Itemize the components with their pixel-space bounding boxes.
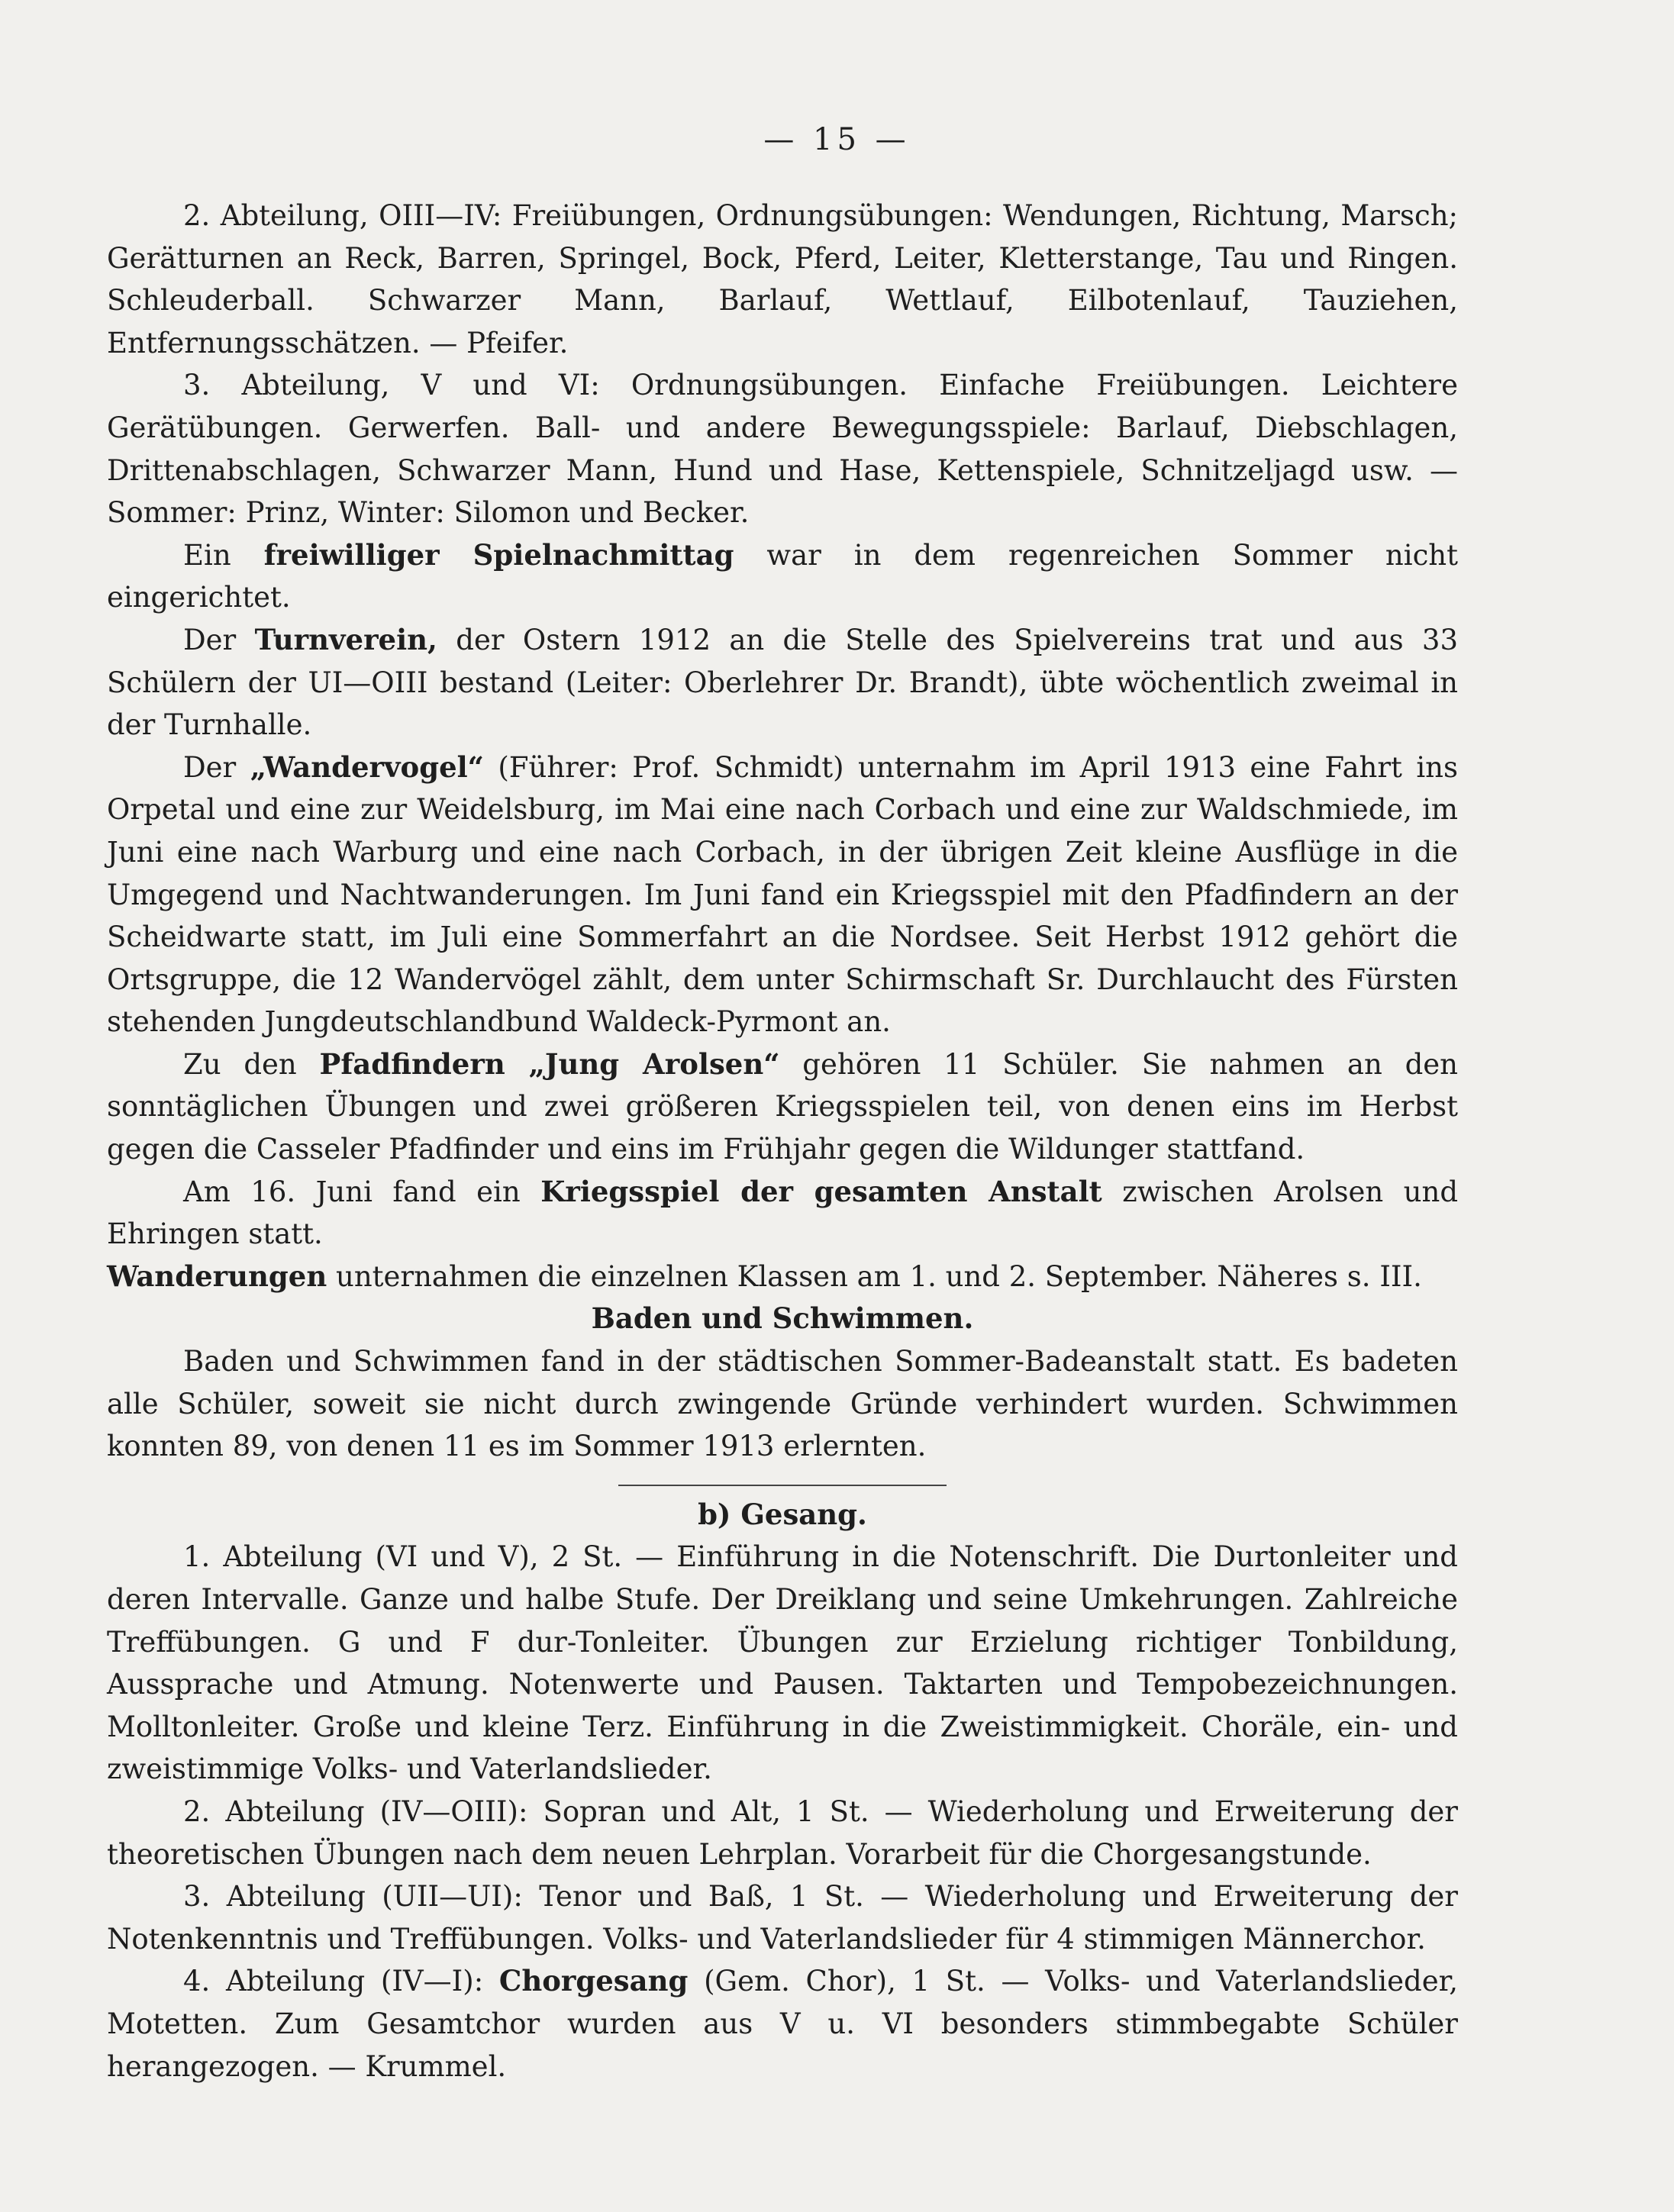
paragraph-turnverein — [107, 619, 1458, 746]
paragraph-gesang-4 — [107, 1960, 1458, 2088]
paragraph-kriegsspiel — [107, 1171, 1458, 1256]
text-run: unternahmen die einzelnen Klassen am 1. und 2. September. Näheres s. III. — [327, 1259, 1422, 1293]
text-run: 4. Abteilung (IV—I): — [183, 1965, 499, 1998]
text-run: zwischen Arolsen und Ehringen statt. — [107, 1175, 1458, 1251]
text-run: war in dem regenreichen Sommer nicht eingerichtet. — [107, 538, 1458, 614]
bold-term: Wanderungen — [107, 1259, 327, 1293]
text-run: (Gem. Chor), 1 St. — Volks- und Vaterlandslieder, Motetten. Zum Gesamtchor wurden aus V u. VI besonders stimmbegabte Schüler herangezogen. — Krummel. — [107, 1965, 1458, 2083]
section-divider — [618, 1485, 947, 1486]
bold-term: Pfadfindern „Jung Arolsen“ — [319, 1046, 780, 1081]
text-run: Ein — [183, 538, 264, 572]
paragraph-pfadfinder — [107, 1043, 1458, 1171]
paragraph-spielnachmittag — [107, 534, 1458, 619]
page-body — [107, 195, 1458, 2088]
bold-term: „Wandervogel“ — [250, 750, 484, 784]
bold-term: Chorgesang — [498, 1964, 689, 1998]
text-run: (Führer: Prof. Schmidt) unternahm im April 1913 eine Fahrt ins Orpetal und eine zur Weidelsburg, im Mai eine nach Corbach und eine zur Waldschmiede, im Juni eine nach Warburg und eine nach Corbach, in der übrigen Zeit kleine Ausflüge in die Umgegend und Nachtwanderungen. Im Juni fand ein Kriegsspiel mit den Pfadfindern an der Scheidwarte statt, im Juli eine Sommerfahrt an die Nordsee. Seit Herbst 1912 gehört die Ortsgruppe, die 12 Wandervögel zählt, dem unter Schirmschaft Sr. Durchlaucht des Fürsten stehenden Jungdeutschlandbund Waldeck-Pyrmont an. — [107, 750, 1458, 1039]
text-run: Der — [183, 623, 255, 656]
paragraph-abteilung-2: 2. Abteilung, OIII—IV: Freiübungen, Ordnungsübungen: Wendungen, Richtung, Marsch; Gerätturnen an Reck, Barren, Springel, Bock, Pferd, Leiter, Kletterstange, Tau und Ringen. Schleuderball. Schwarzer Mann, Barlauf, Wettlauf, Eilbotenlauf, Tauziehen, Entfernungsschätzen. — Pfeifer. — [107, 199, 1458, 360]
text-run: Der — [183, 750, 250, 784]
paragraph-wandervogel — [107, 746, 1458, 1043]
text-run: Am 16. Juni fand ein — [183, 1175, 541, 1208]
paragraph-abteilung-3: 3. Abteilung, V und VI: Ordnungsübungen. Einfache Freiübungen. Leichtere Gerätübungen. Gerwerfen. Ball- und andere Bewegungsspiele: Barlauf, Diebschlagen, Drittenabschlagen, Schwarzer Mann, Hund und Hase, Kettenspiele, Schnitzeljagd usw. — Sommer: Prinz, Winter: Silomon und Becker. — [107, 369, 1458, 530]
text-run: Zu den — [183, 1047, 320, 1081]
paragraph-gesang-1: 1. Abteilung (VI und V), 2 St. — Einführung in die Notenschrift. Die Durtonleiter und deren Intervalle. Ganze und halbe Stufe. Der Dreiklang und seine Umkehrungen. Zahlreiche Treffübungen. G und F dur-Tonleiter. Übungen zur Erzielung richtiger Tonbildung, Aussprache und Atmung. Notenwerte und Pausen. Taktarten und Tempobezeichnungen. Molltonleiter. Große und kleine Terz. Einführung in die Zweistimmigkeit. Choräle, ein- und zweistimmige Volks- und Vaterlandslieder. — [107, 1540, 1458, 1786]
page-number: — 15 — — [763, 122, 911, 157]
bold-term: freiwilliger Spielnachmittag — [263, 537, 734, 572]
paragraph-gesang-2: 2. Abteilung (IV—OIII): Sopran und Alt, 1 St. — Wiederholung und Erweiterung der theoretischen Übungen nach dem neuen Lehrplan. Vorarbeit für die Chorgesangstunde. — [107, 1794, 1458, 1871]
paragraph-baden: Baden und Schwimmen fand in der städtischen Sommer-Badeanstalt statt. Es badeten alle Schüler, soweit sie nicht durch zwingende Gründe verhindert wurden. Schwimmen konnten 89, von denen 11 es im Sommer 1913 erlernten. — [107, 1345, 1458, 1463]
bold-term: Turnverein, — [254, 622, 437, 656]
paragraph-gesang-3: 3. Abteilung (UII—UI): Tenor und Baß, 1 St. — Wiederholung und Erweiterung der Notenkenntnis und Treffübungen. Volks- und Vaterlandslieder für 4 stimmigen Männerchor. — [107, 1880, 1458, 1956]
bold-term: Kriegsspiel der gesamten Anstalt — [540, 1174, 1102, 1208]
heading-gesang: b) Gesang. — [698, 1497, 867, 1531]
paragraph-wanderungen — [107, 1256, 1458, 1298]
text-run: gehören 11 Schüler. Sie nahmen an den sonntäglichen Übungen und zwei größeren Kriegsspielen teil, von denen eins im Herbst gegen die Casseler Pfadfinder und eins im Frühjahr gegen die Wildunger stattfand. — [107, 1047, 1458, 1166]
text-run: der Ostern 1912 an die Stelle des Spielvereins trat und aus 33 Schülern der UI—OIII bestand (Leiter: Oberlehrer Dr. Brandt), übte wöchentlich zweimal in der Turnhalle. — [107, 623, 1458, 742]
heading-baden: Baden und Schwimmen. — [591, 1301, 974, 1336]
